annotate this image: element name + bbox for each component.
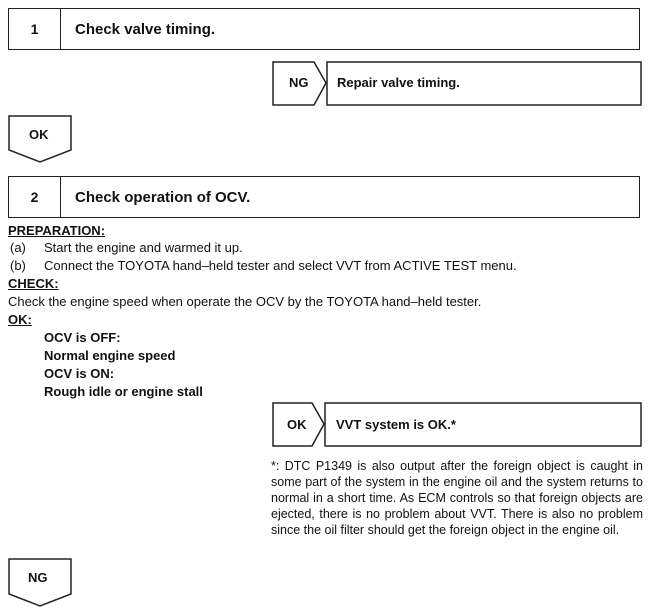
ok-label-2: OK [287,417,307,432]
step-2-number: 2 [9,177,61,217]
ng-label-1: NG [289,75,309,90]
ok-criteria-line-2: Normal engine speed [44,348,176,363]
step-2-title: Check operation of OCV. [75,188,251,206]
check-text: Check the engine speed when operate the OCV by the TOYOTA hand–held tester. [8,294,482,309]
repair-valve-timing-text: Repair valve timing. [337,75,460,90]
footnote: *: DTC P1349 is also output after the foreign object is caught in some part of the system in the engine oil and the system returns to normal in a short time. As ECM controls so that foreign objects are ejected, there is no problem about VVT. There is also no problem since the oil filter should get the foreign object in the engine oil. [271,459,643,537]
prep-item-b-text: Connect the TOYOTA hand–held tester and select VVT from ACTIVE TEST menu. [44,258,517,273]
ok-criteria-line-1: OCV is OFF: [44,330,121,345]
ng-label-2: NG [28,570,48,585]
ok-criteria-heading: OK: [8,312,32,327]
prep-item-b-marker: (b) [10,258,26,273]
prep-item-a-text: Start the engine and warmed it up. [44,240,243,255]
step-1-title: Check valve timing. [75,20,216,38]
ok-criteria-line-4: Rough idle or engine stall [44,384,203,399]
preparation-heading: PREPARATION: [8,223,106,238]
step-1-number: 1 [9,9,61,49]
vvt-system-ok-text: VVT system is OK.* [336,417,456,432]
ok-label-1: OK [29,127,49,142]
check-heading: CHECK: [8,276,59,291]
prep-item-a-marker: (a) [10,240,26,255]
ok-criteria-line-3: OCV is ON: [44,366,115,381]
step-2-box [8,176,640,218]
